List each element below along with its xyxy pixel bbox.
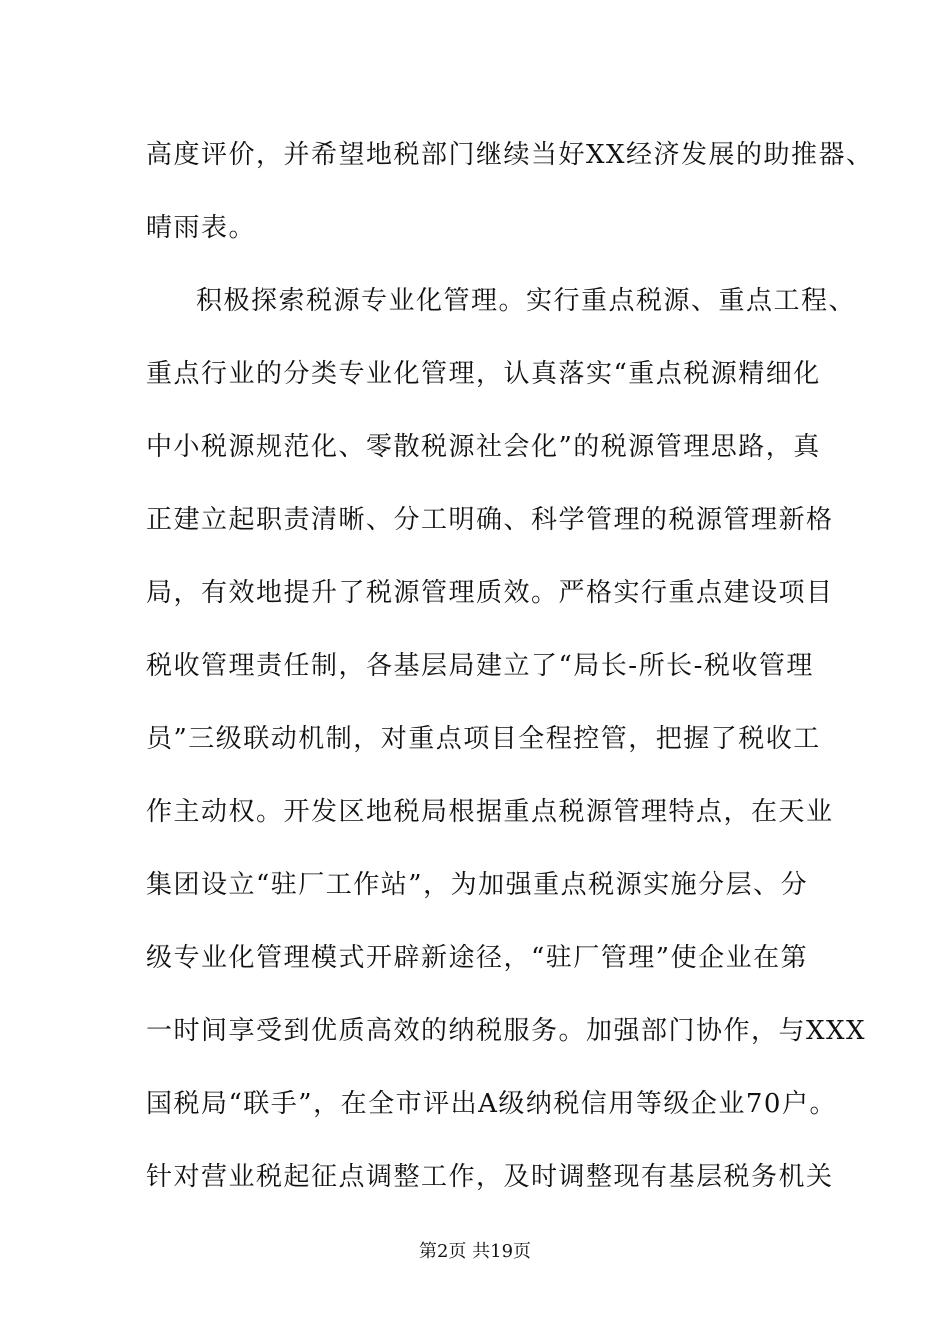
- text-line: 级专业化管理模式开辟新途径，“驻厂管理”使企业在第: [146, 943, 809, 973]
- text-line: 作主动权。开发区地税局根据重点税源管理特点，在天业: [146, 797, 834, 827]
- page-number-footer: 第2页 共19页: [418, 1241, 532, 1262]
- text-line: 集团设立“驻厂工作站”，为加强重点税源实施分层、分: [146, 870, 809, 900]
- text-line: 税收管理责任制，各基层局建立了“局长-所长-税收管理: [146, 651, 814, 681]
- paragraph-start-line: 积极探索税源专业化管理。实行重点税源、重点工程、: [196, 286, 857, 316]
- text-line: 局，有效地提升了税源管理质效。严格实行重点建设项目: [146, 578, 834, 608]
- text-line: 国税局“联手”，在全市评出A级纳税信用等级企业70户。: [146, 1089, 837, 1119]
- text-line: 重点行业的分类专业化管理，认真落实“重点税源精细化: [146, 359, 821, 389]
- text-line: 一时间享受到优质高效的纳税服务。加强部门协作，与XXX: [146, 1016, 867, 1046]
- text-line: 高度评价，并希望地税部门继续当好XX经济发展的助推器、: [146, 140, 874, 170]
- text-line: 晴雨表。: [146, 213, 257, 243]
- text-line: 正建立起职责清晰、分工明确、科学管理的税源管理新格: [146, 505, 834, 535]
- text-line: 中小税源规范化、零散税源社会化”的税源管理思路，真: [146, 432, 821, 462]
- text-line: 针对营业税起征点调整工作，及时调整现有基层税务机关: [146, 1162, 834, 1192]
- text-line: 员”三级联动机制，对重点项目全程控管，把握了税收工: [146, 724, 821, 754]
